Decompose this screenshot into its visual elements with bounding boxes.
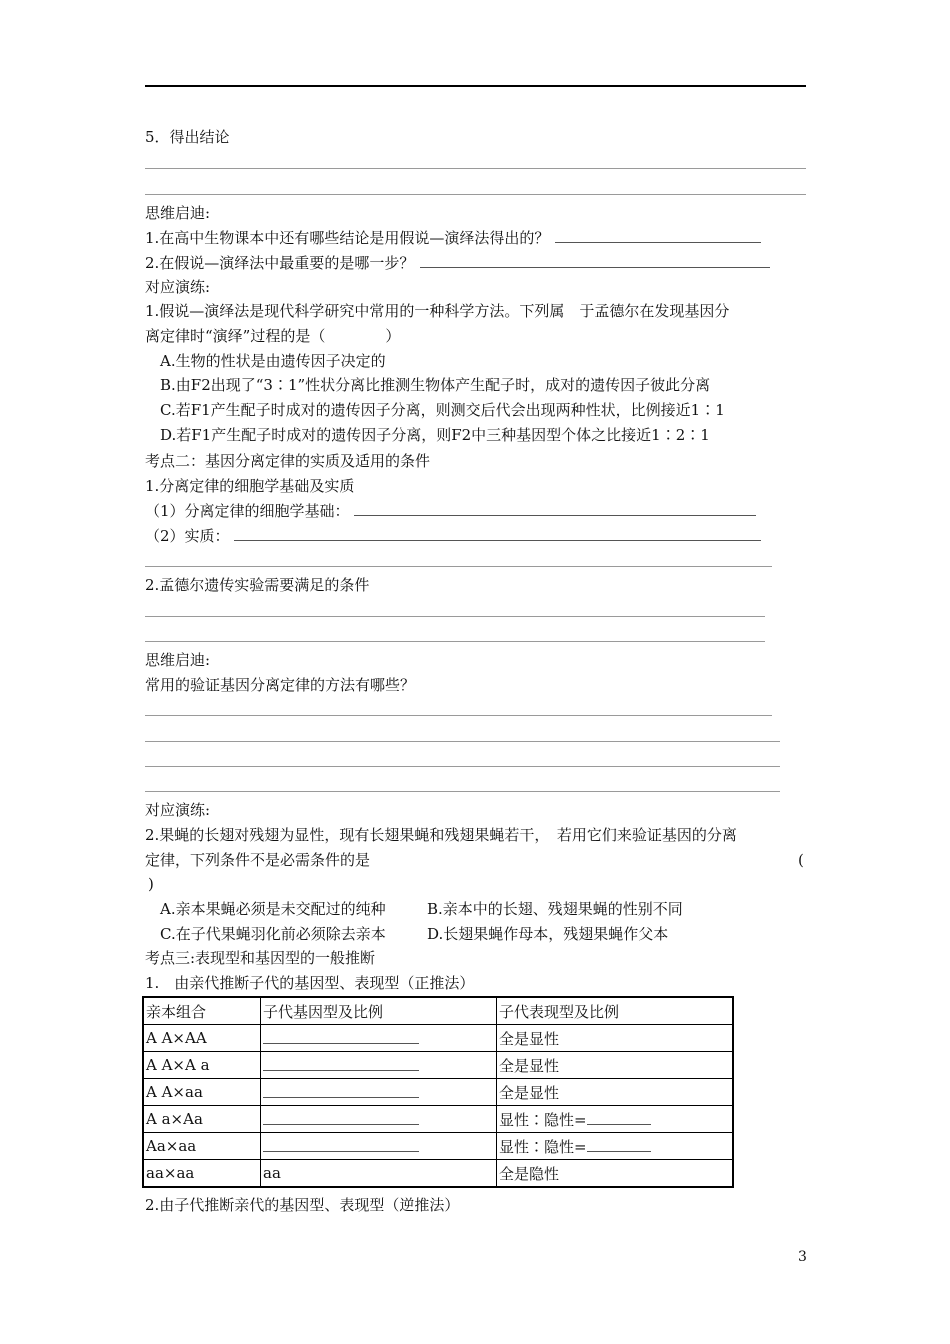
- answer-line[interactable]: [145, 766, 780, 767]
- parents-cell: A A×AA: [143, 1025, 261, 1052]
- answer-line[interactable]: [145, 616, 765, 617]
- answer-line[interactable]: [145, 741, 780, 742]
- think-question-1: [145, 228, 761, 248]
- table-row: [143, 1052, 733, 1079]
- answer-blank[interactable]: [263, 1083, 419, 1098]
- answer-line[interactable]: [145, 566, 772, 567]
- kaodian2-sub2: 2.孟德尔遗传实验需要满足的条件: [145, 576, 370, 594]
- table-row: [143, 1106, 733, 1133]
- genotype-table: [142, 996, 734, 1188]
- phenotype-cell: 全是显性: [497, 1025, 734, 1052]
- phenotype-text: 显性∶隐性=: [499, 1110, 587, 1129]
- practice2-question-line2: 定律，下列条件不是必需条件的是: [145, 851, 371, 869]
- practice2-option-d[interactable]: D.长翅果蝇作母本，残翅果蝇作父本: [427, 925, 669, 943]
- kaodian2-title: 考点二：基因分离定律的实质及适用的条件: [145, 452, 431, 470]
- think-label-1: 思维启迪:: [145, 204, 211, 222]
- answer-blank[interactable]: [263, 1110, 419, 1125]
- answer-blank[interactable]: [234, 526, 761, 541]
- genotype-cell: [261, 1133, 497, 1160]
- sub-label: （2）实质：: [145, 527, 230, 545]
- practice-label-2: 对应演练:: [145, 801, 211, 819]
- parents-cell: A A×A a: [143, 1052, 261, 1079]
- answer-blank[interactable]: [555, 228, 761, 243]
- practice1-question-line1: 1.假说—演绎法是现代科学研究中常用的一种科学方法。下列属 于孟德尔在发现基因分: [145, 302, 730, 320]
- practice1-option-b[interactable]: B.由F2出现了“3∶1”性状分离比推测生物体产生配子时，成对的遗传因子彼此分离: [160, 376, 711, 394]
- think2-question: 常用的验证基因分离定律的方法有哪些？: [145, 676, 416, 694]
- table-header: 子代基因型及比例: [261, 997, 497, 1025]
- practice2-question-line1: 2.果蝇的长翅对残翅为显性，现有长翅果蝇和残翅果蝇若干， 若用它们来验证基因的分离: [145, 826, 737, 844]
- practice2-option-a[interactable]: A.亲本果蝇必须是未交配过的纯种: [160, 900, 386, 918]
- genotype-cell: [261, 1079, 497, 1106]
- question-text: 1.在高中生物课本中还有哪些结论是用假说—演绎法得出的？: [145, 229, 550, 247]
- practice1-question-line2: 离定律时“演绎”过程的是（ ）: [145, 327, 401, 345]
- practice2-paren-close: ): [148, 875, 154, 893]
- answer-blank[interactable]: [263, 1137, 419, 1152]
- practice1-option-a[interactable]: A.生物的性状是由遗传因子决定的: [160, 352, 386, 370]
- phenotype-cell: 全是隐性: [497, 1160, 734, 1188]
- phenotype-cell: 全是显性: [497, 1052, 734, 1079]
- table-row: [143, 1079, 733, 1106]
- answer-line[interactable]: [145, 641, 765, 642]
- answer-blank[interactable]: [263, 1029, 419, 1044]
- parents-cell: aa×aa: [143, 1160, 261, 1188]
- phenotype-text: 显性∶隐性=: [499, 1137, 587, 1156]
- parents-cell: A a×Aa: [143, 1106, 261, 1133]
- answer-line[interactable]: [145, 715, 772, 716]
- practice2-option-b[interactable]: B.亲本中的长翅、残翅果蝇的性别不同: [427, 900, 683, 918]
- table-header-row: [143, 997, 733, 1025]
- genotype-cell: [261, 1106, 497, 1133]
- practice1-option-c[interactable]: C.若F1产生配子时成对的遗传因子分离，则测交后代会出现两种性状，比例接近1∶1: [160, 401, 725, 419]
- genotype-cell: [261, 1052, 497, 1079]
- answer-line[interactable]: [145, 194, 806, 195]
- parents-cell: A A×aa: [143, 1079, 261, 1106]
- answer-blank[interactable]: [587, 1110, 651, 1125]
- kaodian2-sub1b: [145, 526, 761, 546]
- phenotype-cell: 全是显性: [497, 1079, 734, 1106]
- kaodian3-title: 考点三:表现型和基因型的一般推断: [145, 949, 376, 967]
- phenotype-cell: [497, 1133, 734, 1160]
- question-text: 2.在假说—演绎法中最重要的是哪一步？: [145, 254, 415, 272]
- kaodian3-sub1: 1. 由亲代推断子代的基因型、表现型（正推法）: [145, 974, 475, 992]
- header-rule: [145, 85, 806, 87]
- section-5-title: 5．得出结论: [145, 128, 230, 146]
- parents-cell: Aa×aa: [143, 1133, 261, 1160]
- genotype-cell: [261, 1025, 497, 1052]
- practice2-paren-open: (: [798, 851, 804, 869]
- think-question-2: [145, 253, 770, 273]
- table-row: [143, 1025, 733, 1052]
- genotype-cell: aa: [261, 1160, 497, 1188]
- table-header: 亲本组合: [143, 997, 261, 1025]
- practice2-option-c[interactable]: C.在子代果蝇羽化前必须除去亲本: [160, 925, 386, 943]
- kaodian2-sub1: 1.分离定律的细胞学基础及实质: [145, 477, 355, 495]
- answer-blank[interactable]: [587, 1137, 651, 1152]
- answer-blank[interactable]: [354, 501, 756, 516]
- phenotype-cell: [497, 1106, 734, 1133]
- answer-line[interactable]: [145, 168, 806, 169]
- kaodian3-sub2: 2.由子代推断亲代的基因型、表现型（逆推法）: [145, 1196, 460, 1214]
- practice-label-1: 对应演练:: [145, 278, 211, 296]
- page-number: 3: [798, 1249, 807, 1265]
- answer-line[interactable]: [145, 791, 780, 792]
- table-row: [143, 1160, 733, 1188]
- table-header: 子代表现型及比例: [497, 997, 734, 1025]
- practice1-option-d[interactable]: D.若F1产生配子时成对的遗传因子分离，则F2中三种基因型个体之比接近1∶2∶1: [160, 426, 710, 444]
- sub-label: （1）分离定律的细胞学基础：: [145, 502, 350, 520]
- kaodian2-sub1a: [145, 501, 756, 521]
- think-label-2: 思维启迪:: [145, 651, 211, 669]
- answer-blank[interactable]: [420, 253, 770, 268]
- answer-blank[interactable]: [263, 1056, 419, 1071]
- table-row: [143, 1133, 733, 1160]
